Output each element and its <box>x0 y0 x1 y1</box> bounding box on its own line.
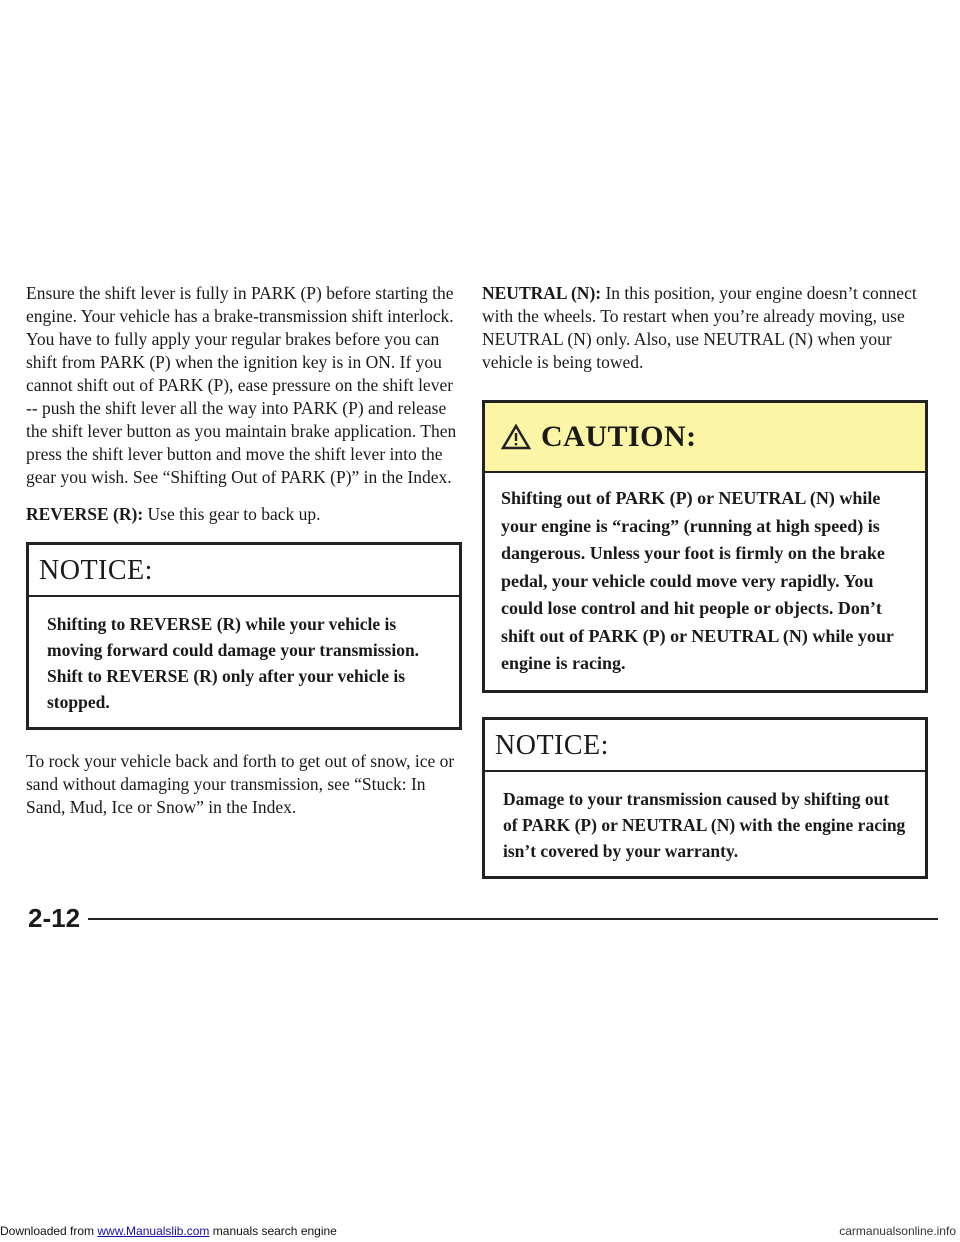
left-column <box>26 282 462 819</box>
manualslib-link[interactable]: www.Manualslib.com <box>97 1224 210 1238</box>
reverse-paragraph <box>26 503 462 526</box>
notice-title: NOTICE: <box>29 545 459 597</box>
neutral-paragraph <box>482 282 928 374</box>
footer-rule <box>88 918 938 920</box>
neutral-text: In this position, your engine doesn’t connect with the wheels. To restart when you’re already moving, use NEUTRAL (N) only. Also, use NEUTRAL (N) when your vehicle is being towed. <box>482 283 917 372</box>
rock-vehicle-paragraph: To rock your vehicle back and forth to get out of snow, ice or sand without damaging your transmission, see “Stuck: In Sand, Mud, Ice or Snow” in the Index. <box>26 751 455 817</box>
caution-body: Shifting out of PARK (P) or NEUTRAL (N) while your engine is “racing” (running at high speed) is dangerous. Unless your foot is firmly on the brake pedal, your vehicle could move very rapidly. You could lose control and hit people or objects. Don’t shift out of PARK (P) or NEUTRAL (N) while your engine is racing. <box>501 488 894 673</box>
download-suffix: manuals search engine <box>209 1224 337 1238</box>
notice-body: Shifting to REVERSE (R) while your vehicle is moving forward could damage your transmission. Shift to REVERSE (R) only after your vehicle is stopped. <box>47 614 420 712</box>
notice-title: NOTICE: <box>485 720 925 772</box>
page-footer <box>28 903 938 934</box>
right-column <box>482 282 928 879</box>
caution-title: CAUTION: <box>541 420 697 453</box>
neutral-label: NEUTRAL (N): <box>482 283 602 303</box>
caution-header <box>485 403 925 473</box>
shift-interlock-paragraph: Ensure the shift lever is fully in PARK (P) before starting the engine. Your vehicle has a brake-transmission shift interlock. You have to fully apply your regular brakes before you can shift from PARK (P) when the ignition key is in ON. If you cannot shift out of PARK (P), ease pressure on the shift lever -- push the shift lever all the way into PARK (P) and release the shift lever button as you maintain brake application. Then press the shift lever button and move the shift lever into the gear you wish. See “Shifting Out of PARK (P)” in the Index. <box>26 283 457 487</box>
page-number: 2-12 <box>28 903 81 933</box>
warning-triangle-icon <box>501 424 531 450</box>
reverse-label: REVERSE (R): <box>26 504 144 524</box>
download-header <box>0 1224 337 1238</box>
download-prefix: Downloaded from <box>0 1224 98 1238</box>
notice-body: Damage to your transmission caused by shifting out of PARK (P) or NEUTRAL (N) with the engine racing isn’t covered by your warranty. <box>503 788 906 861</box>
notice-box-warranty <box>482 717 928 879</box>
notice-box-reverse <box>26 542 462 730</box>
caution-box <box>482 400 928 693</box>
watermark: carmanualsonline.info <box>839 1224 956 1238</box>
reverse-text: Use this gear to back up. <box>143 504 321 524</box>
